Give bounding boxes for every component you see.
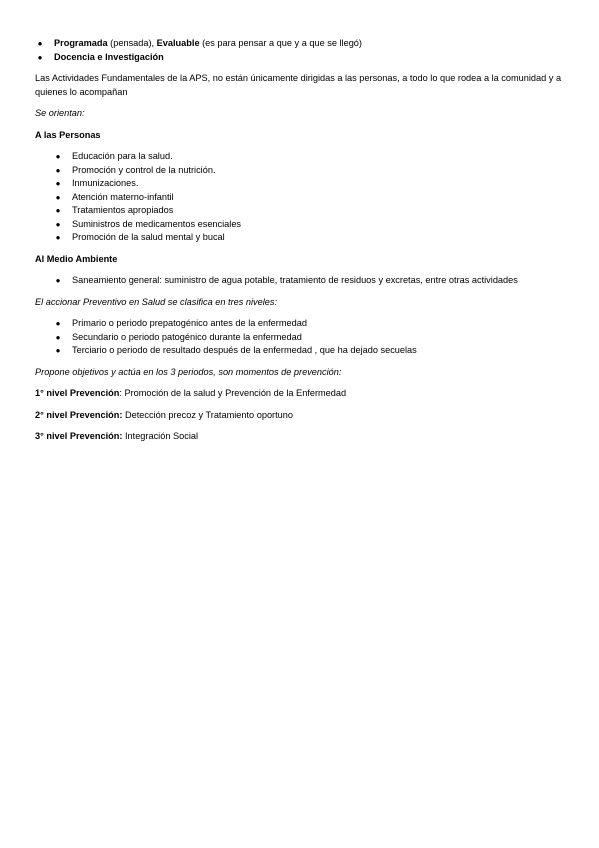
- item-text: Primario o periodo prepatogénico antes de la enfermedad: [72, 318, 307, 328]
- intro-paragraph: Las Actividades Fundamentales de la APS, no están únicamente dirigidas a las personas, a todo lo que rodea a la comunidad y a quienes lo acompañan: [35, 73, 562, 97]
- bullet-icon: ●: [55, 332, 61, 342]
- bullet-icon: ●: [55, 192, 61, 202]
- item-text: Promoción de la salud mental y bucal: [72, 232, 225, 242]
- niveles-list: [35, 317, 565, 358]
- bullet-icon: ●: [55, 319, 61, 328]
- ambiente-heading: Al Medio Ambiente: [35, 253, 118, 264]
- personas-heading: A las Personas: [35, 129, 101, 140]
- list-item: [35, 344, 565, 358]
- list-item: [35, 150, 565, 164]
- list-item: [35, 164, 565, 178]
- bullet-icon: ●: [55, 346, 61, 355]
- list-item: [35, 51, 565, 65]
- bullet-icon: ●: [55, 206, 61, 215]
- item-text: Inmunizaciones.: [72, 178, 139, 188]
- list-item: [35, 317, 565, 331]
- prevention-label: 2° nivel Prevención:: [35, 409, 123, 420]
- bullet-icon: ●: [55, 179, 61, 188]
- propone-paragraph: Propone objetivos y actúa en los 3 periodos, son momentos de prevención:: [35, 366, 342, 377]
- prevention-level-2: [35, 409, 565, 423]
- item-text: Educación para la salud.: [72, 151, 173, 161]
- item-text: (pensada),: [107, 38, 157, 48]
- prevention-text: Integración Social: [122, 431, 199, 441]
- item-bold-text: Programada: [54, 38, 108, 48]
- list-item: [35, 331, 565, 345]
- item-text: Atención materno-infantil: [72, 191, 174, 202]
- item-text: Saneamiento general: suministro de agua potable, tratamiento de residuos y excretas, entre otras actividades: [72, 275, 518, 285]
- item-text: Tratamientos apropiados: [72, 205, 174, 215]
- item-text: Terciario o periodo de resultado después de la enfermedad , que ha dejado secuelas: [72, 345, 417, 355]
- prevention-text: : Promoción de la salud y Prevención de la Enfermedad: [119, 388, 347, 398]
- ambiente-list: [35, 274, 565, 288]
- list-item: [35, 218, 565, 232]
- item-bold-text: Docencia e Investigación: [54, 51, 164, 62]
- bullet-icon: ●: [55, 165, 61, 175]
- bullet-icon: ●: [37, 52, 43, 62]
- item-text: Secundario o periodo patogénico durante la enfermedad: [72, 331, 302, 342]
- personas-list: [35, 150, 565, 245]
- prevention-label: 3° nivel Prevención:: [35, 431, 123, 441]
- prevention-text: Detección precoz y Tratamiento oportuno: [122, 409, 293, 420]
- prevention-level-1: [35, 387, 565, 401]
- item-bold-text: Evaluable: [156, 38, 200, 48]
- item-text: (es para pensar a que y a que se llegó): [199, 38, 362, 48]
- bullet-icon: ●: [37, 39, 43, 48]
- prevention-label: 1° nivel Prevención: [35, 388, 120, 398]
- list-item: [35, 231, 565, 245]
- list-item: [35, 37, 565, 51]
- list-item: [35, 177, 565, 191]
- bullet-icon: ●: [55, 233, 61, 242]
- list-item: [35, 274, 565, 288]
- prevention-level-3: [35, 430, 565, 444]
- accionar-paragraph: El accionar Preventivo en Salud se clasifica en tres niveles:: [35, 296, 278, 307]
- bullet-icon: ●: [55, 276, 61, 285]
- list-item: [35, 204, 565, 218]
- bullet-icon: ●: [55, 219, 61, 229]
- bullet-icon: ●: [55, 152, 61, 161]
- top-bullet-list: [35, 37, 565, 64]
- orientan-paragraph: Se orientan:: [35, 108, 85, 118]
- document-content: [35, 37, 565, 444]
- item-text: Promoción y control de la nutrición.: [72, 164, 216, 175]
- list-item: [35, 191, 565, 205]
- item-text: Suministros de medicamentos esenciales: [72, 218, 242, 229]
